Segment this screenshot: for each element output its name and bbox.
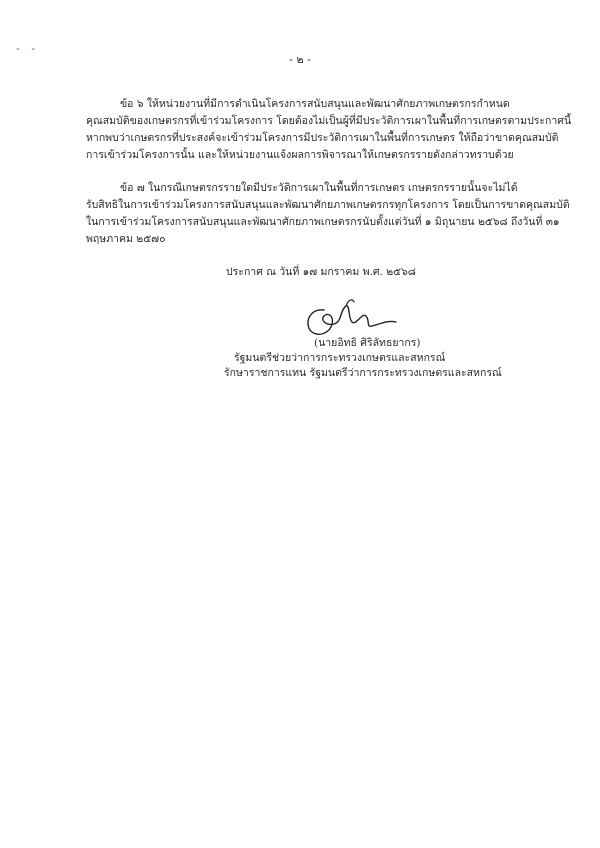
clause-6-line: ข้อ ๖ ให้หน่วยงานที่มีการดำเนินโครงการสนับสนุนและพัฒนาศักยภาพเกษตรกรกำหนด [120,98,510,110]
page-number: - ๒ - [289,53,311,66]
clause-7-line: ในการเข้าร่วมโครงการสนับสนุนและพัฒนาศักยภาพเกษตรกรนับตั้งแต่วันที่ ๑ มิถุนายน ๒๕๖๘ ถึงวันที่ ๓๑ [86,216,560,228]
clause-7-line: พฤษภาคม ๒๕๗๐ [86,233,166,245]
clause-7-line: ข้อ ๗ ในกรณีเกษตรกรรายใดมีประวัติการเผาในพื้นที่การเกษตร เกษตรกรรายนั้นจะไม่ได้ [120,182,518,194]
signatory-position: รัฐมนตรีช่วยว่าการกระทรวงเกษตรและสหกรณ์ [234,352,446,364]
clause-6-line: หากพบว่าเกษตรกรที่ประสงค์จะเข้าร่วมโครงการมีประวัติการเผาในพื้นที่การเกษตร ให้ถือว่าขาดคุณสมบัติ [86,132,559,144]
scan-mark: - - [16,42,39,55]
announcement-date: ประกาศ ณ วันที่ ๑๗ มกราคม พ.ศ. ๒๕๖๘ [226,266,416,278]
clause-7-line: รับสิทธิในการเข้าร่วมโครงการสนับสนุนและพัฒนาศักยภาพเกษตรกรทุกโครงการ โดยเป็นการขาดคุณสมบัติ [86,199,570,211]
signatory-block [224,336,544,381]
clause-7 [86,180,570,248]
signatory-acting-position: รักษาราชการแทน รัฐมนตรีว่าการกระทรวงเกษตรและสหกรณ์ [224,367,502,379]
clause-6-line: การเข้าร่วมโครงการนั้น และให้หน่วยงานแจ้งผลการพิจารณาให้เกษตรกรรายดังกล่าวทราบด้วย [86,149,514,161]
clause-6-line: คุณสมบัติของเกษตรกรที่เข้าร่วมโครงการ โดยต้องไม่เป็นผู้ที่มีประวัติการเผาในพื้นที่การเกษตรตามประกาศนี้ [86,115,572,127]
clause-6 [86,96,572,164]
handwritten-signature [296,294,406,342]
signatory-name: (นายอิทธิ ศิริลัทธยากร) [314,337,421,349]
